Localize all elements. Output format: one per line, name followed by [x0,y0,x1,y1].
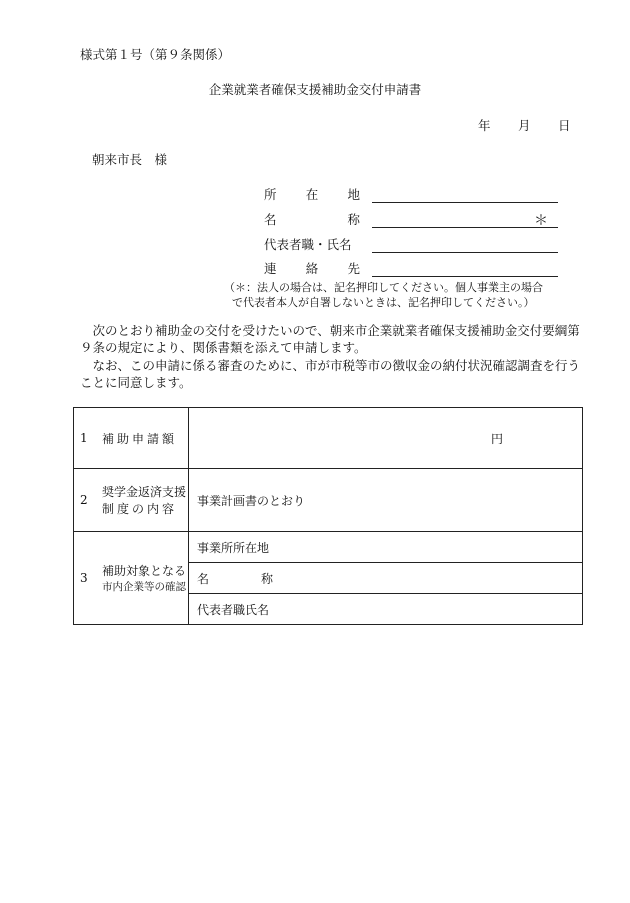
row-header-amount [74,408,189,469]
form-number: 様式第１号（第９条関係） [80,47,231,62]
company-name-label: 名 称 [197,571,273,586]
application-statement: 次のとおり補助金の交付を受けたいので、朝来市企業就業者確保支援補助金交付要綱第９条の規定により、関係書類を添えて申請します。 [80,323,580,355]
date-month: 月 [518,118,531,133]
row-number: 1 [80,431,88,445]
system-label-line1: 奨学金返済支援 [102,485,187,499]
applicant-contact-field[interactable] [372,276,558,277]
applicant-name-row [264,210,564,230]
applicant-name-label: 名 称 [264,212,360,227]
document-title: 企業就業者確保支援補助金交付申請書 [208,82,422,97]
applicant-contact-label: 連 絡 先 [264,261,360,276]
row-number: 2 [80,493,88,507]
seal-note-line1: （＊：法人の場合は、記名押印してください。個人事業主の場合 [224,281,543,294]
applicant-address-row [264,185,564,205]
row-header-company [74,532,189,625]
seal-note-line2: で代表者本人が自署しないときは、記名押印してください。） [232,296,535,309]
applicant-representative-label: 代表者職・氏名 [264,237,352,252]
system-label-line2: 制度の内容 [102,502,178,516]
table-row [74,408,583,469]
date-day: 日 [558,118,571,133]
applicant-address-label: 所 在 地 [264,187,360,202]
applicant-name-field[interactable] [372,227,558,228]
consent-statement: なお、この申請に係る審査のために、市が市税等市の徴収金の納付状況確認調査を行うことに同意します。 [80,358,581,390]
applicant-address-field[interactable] [372,202,558,203]
company-label-line1: 補助対象となる [102,564,187,578]
row-header-system [74,469,189,532]
company-representative-label: 代表者職氏名 [197,602,270,617]
application-table [73,407,583,625]
applicant-contact-row [264,259,564,279]
table-row [74,469,583,532]
amount-label: 補助申請額 [102,431,178,446]
company-representative-field[interactable] [189,594,582,624]
system-content-value[interactable]: 事業計画書のとおり [189,469,583,532]
amount-field[interactable] [189,408,583,469]
company-address-label: 事業所所在地 [197,540,270,555]
addressee: 朝来市長 様 [92,152,168,167]
seal-mark: ＊ [534,213,548,229]
company-details-cell [189,532,583,625]
date-year: 年 [478,118,491,133]
applicant-representative-field[interactable] [372,252,558,253]
company-label-line2: 市内企業等の確認 [102,581,186,593]
table-row [74,532,583,625]
applicant-representative-row [264,235,564,255]
company-address-field[interactable] [189,532,582,563]
row-number: 3 [80,571,88,585]
yen-unit: 円 [491,432,504,446]
company-name-field[interactable] [189,563,582,594]
